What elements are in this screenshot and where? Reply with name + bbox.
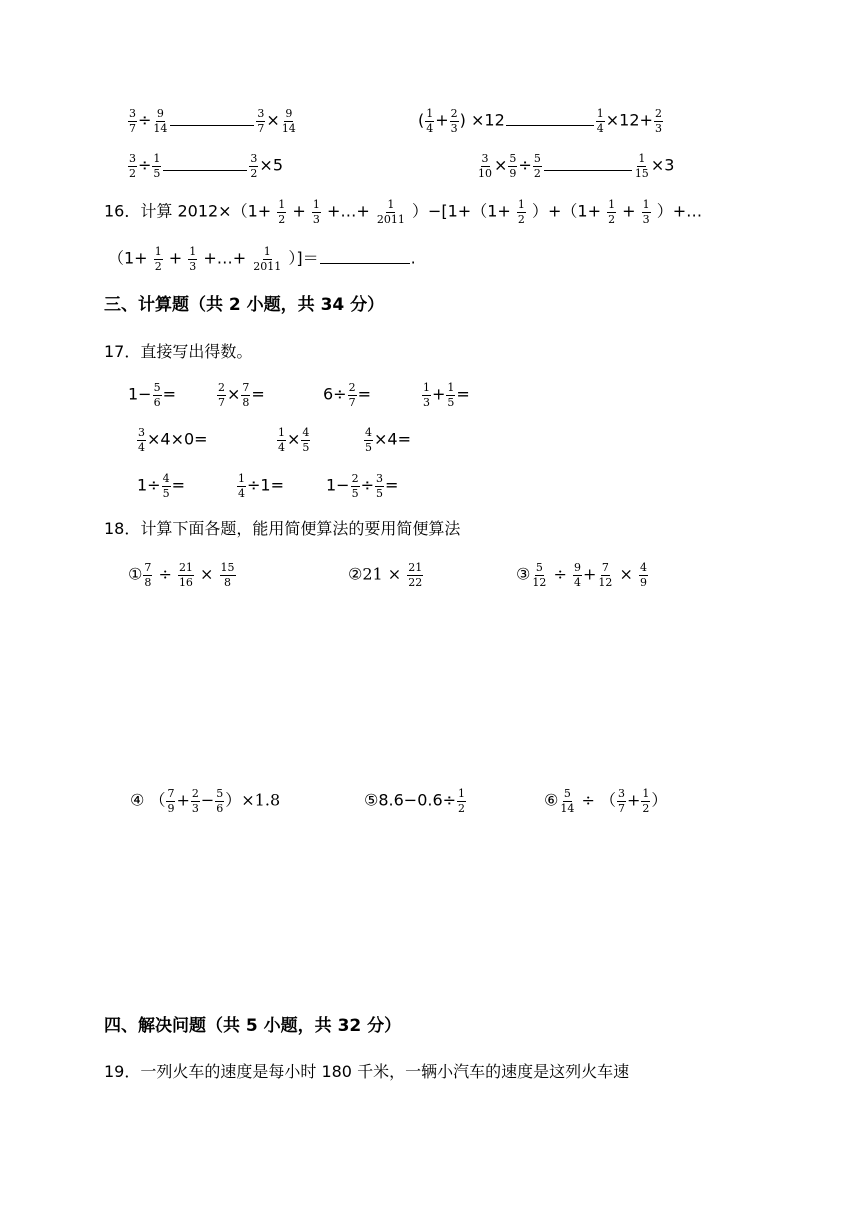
- fraction: $\frac{3}{7}$: [257, 107, 265, 135]
- fraction: $\frac{1}{2011}$: [376, 198, 405, 226]
- fraction: $\frac{1}{2011}$: [253, 245, 282, 273]
- fraction: $\frac{5}{9}$: [509, 152, 517, 180]
- section-3-heading: 三、计算题（共 2 小题，共 34 分）: [104, 295, 385, 315]
- answer-blank[interactable]: [506, 124, 594, 126]
- fraction: $\frac{1}{3}$: [312, 198, 320, 226]
- q17-item: $\frac{1}{3}$ + $\frac{1}{5}$ =: [423, 381, 470, 409]
- fraction: $\frac{1}{2}$: [608, 198, 616, 226]
- fraction: $\frac{7}{8}$: [242, 381, 250, 409]
- fraction: $\frac{1}{3}$: [189, 245, 197, 273]
- fraction: $\frac{4}{9}$: [639, 561, 647, 589]
- fraction: $\frac{15}{8}$: [220, 561, 235, 589]
- q18-problem-3: ③ $\frac{5}{12}$ ÷ $\frac{9}{4}$ + $\frac{7}{12}$ × $\frac{4}{9}$: [516, 561, 647, 589]
- q18-problem-4: ④ （ $\frac{7}{9}$ + $\frac{2}{3}$ − $\frac{5}{6}$ ）×1.8: [130, 787, 281, 815]
- fraction: $\frac{1}{2}$: [154, 245, 162, 273]
- fraction: $\frac{7}{9}$: [167, 787, 175, 815]
- fraction: $\frac{9}{14}$: [153, 107, 168, 135]
- fraction: $\frac{21}{16}$: [178, 561, 193, 589]
- fraction: $\frac{1}{4}$: [596, 107, 604, 135]
- q18-problem-6: ⑥ $\frac{5}{14}$ ÷ （ $\frac{3}{7}$ + $\frac{1}{2}$ ）: [544, 787, 668, 815]
- q17-item: $\frac{4}{5}$ ×4=: [365, 426, 411, 454]
- fraction: $\frac{7}{8}$: [144, 561, 152, 589]
- question-18-label: 18．计算下面各题，能用简便算法的要用简便算法: [104, 519, 461, 538]
- compare-row1-right: ( $\frac{1}{4}$ + $\frac{2}{3}$ ) ×12 $\frac{1}{4}$ ×12+ $\frac{2}{3}$: [418, 107, 662, 135]
- fraction: $\frac{3}{2}$: [250, 152, 258, 180]
- fraction: $\frac{3}{2}$: [129, 152, 136, 180]
- fraction: $\frac{1}{5}$: [153, 152, 161, 180]
- fraction: $\frac{1}{3}$: [642, 198, 650, 226]
- q17-item: $\frac{1}{4}$ × $\frac{4}{5}$: [278, 426, 310, 454]
- question-16-line1: 16．计算 2012×（1+ $\frac{1}{2}$ + $\frac{1}{3}$ +…+ $\frac{1}{2011}$ ）−[1+（1+ $\frac{1}{2}$ ）+（1+ $\frac{1}{2}$ + $\frac{1}{3}$ ）+…: [104, 198, 703, 226]
- fraction: $\frac{3}{5}$: [376, 472, 383, 500]
- q18-problem-5: ⑤8.6−0.6÷ $\frac{1}{2}$: [364, 787, 466, 815]
- compare-row1-left: $\frac{3}{7}$ ÷ $\frac{9}{14}$ $\frac{3}{7}$ × $\frac{9}{14}$: [129, 107, 296, 135]
- q17-item: 1÷ $\frac{4}{5}$ =: [137, 472, 185, 500]
- fraction: $\frac{5}{12}$: [532, 561, 547, 589]
- fraction: $\frac{3}{7}$: [129, 107, 136, 135]
- fraction: $\frac{9}{4}$: [573, 561, 581, 589]
- fraction: $\frac{9}{14}$: [281, 107, 296, 135]
- answer-blank[interactable]: [170, 124, 254, 126]
- answer-blank[interactable]: [163, 169, 247, 171]
- q17-item: $\frac{1}{4}$ ÷1=: [238, 472, 284, 500]
- fraction: $\frac{2}{3}$: [654, 107, 662, 135]
- fraction: $\frac{3}{4}$: [138, 426, 145, 454]
- question-19-text: 19．一列火车的速度是每小时 180 千米，一辆小汽车的速度是这列火车速: [104, 1062, 630, 1081]
- fraction: $\frac{1}{3}$: [423, 381, 430, 409]
- question-16-line2: （1+ $\frac{1}{2}$ + $\frac{1}{3}$ +…+ $\frac{1}{2011}$ ）]＝ .: [108, 245, 416, 273]
- question-17-label: 17．直接写出得数。: [104, 342, 253, 361]
- q18-problem-1: ① $\frac{7}{8}$ ÷ $\frac{21}{16}$ × $\frac{15}{8}$: [128, 561, 235, 589]
- compare-row2-right: $\frac{3}{10}$ × $\frac{5}{9}$ ÷ $\frac{5}{2}$ $\frac{1}{15}$ ×3: [478, 152, 675, 180]
- fraction: $\frac{5}{6}$: [153, 381, 161, 409]
- fraction: $\frac{1}{2}$: [517, 198, 525, 226]
- q17-item: $\frac{2}{7}$ × $\frac{7}{8}$ =: [218, 381, 265, 409]
- fraction: $\frac{2}{7}$: [218, 381, 225, 409]
- fraction: $\frac{5}{14}$: [560, 787, 575, 815]
- fraction: $\frac{7}{12}$: [598, 561, 613, 589]
- q17-item: 1− $\frac{2}{5}$ ÷ $\frac{3}{5}$ =: [326, 472, 399, 500]
- fraction: $\frac{4}{5}$: [365, 426, 372, 454]
- fraction: $\frac{2}{3}$: [191, 787, 199, 815]
- fraction: $\frac{1}{2}$: [642, 787, 650, 815]
- answer-blank[interactable]: [544, 169, 632, 171]
- fraction: $\frac{21}{22}$: [408, 561, 423, 589]
- q18-problem-2: ②21 × $\frac{21}{22}$: [348, 561, 423, 589]
- fraction: $\frac{1}{2}$: [278, 198, 286, 226]
- fraction: $\frac{2}{5}$: [351, 472, 359, 500]
- fraction: $\frac{1}{4}$: [426, 107, 434, 135]
- answer-blank[interactable]: [320, 262, 410, 264]
- compare-row2-left: $\frac{3}{2}$ ÷ $\frac{1}{5}$ $\frac{3}{2}$ ×5: [129, 152, 283, 180]
- fraction: $\frac{1}{4}$: [238, 472, 245, 500]
- section-4-heading: 四、解决问题（共 5 小题，共 32 分）: [104, 1016, 402, 1036]
- fraction: $\frac{4}{5}$: [302, 426, 310, 454]
- q17-item: $\frac{3}{4}$ ×4×0=: [138, 426, 208, 454]
- fraction: $\frac{2}{3}$: [450, 107, 458, 135]
- q17-item: 1− $\frac{5}{6}$ =: [128, 381, 176, 409]
- fraction: $\frac{1}{4}$: [278, 426, 285, 454]
- fraction: $\frac{5}{6}$: [216, 787, 224, 815]
- fraction: $\frac{1}{5}$: [447, 381, 455, 409]
- q17-item: 6÷ $\frac{2}{7}$ =: [323, 381, 371, 409]
- fraction: $\frac{4}{5}$: [162, 472, 170, 500]
- fraction: $\frac{5}{2}$: [533, 152, 541, 180]
- fraction: $\frac{3}{10}$: [478, 152, 492, 180]
- fraction: $\frac{2}{7}$: [348, 381, 356, 409]
- fraction: $\frac{1}{2}$: [458, 787, 466, 815]
- fraction: $\frac{3}{7}$: [617, 787, 625, 815]
- fraction: $\frac{1}{15}$: [634, 152, 649, 180]
